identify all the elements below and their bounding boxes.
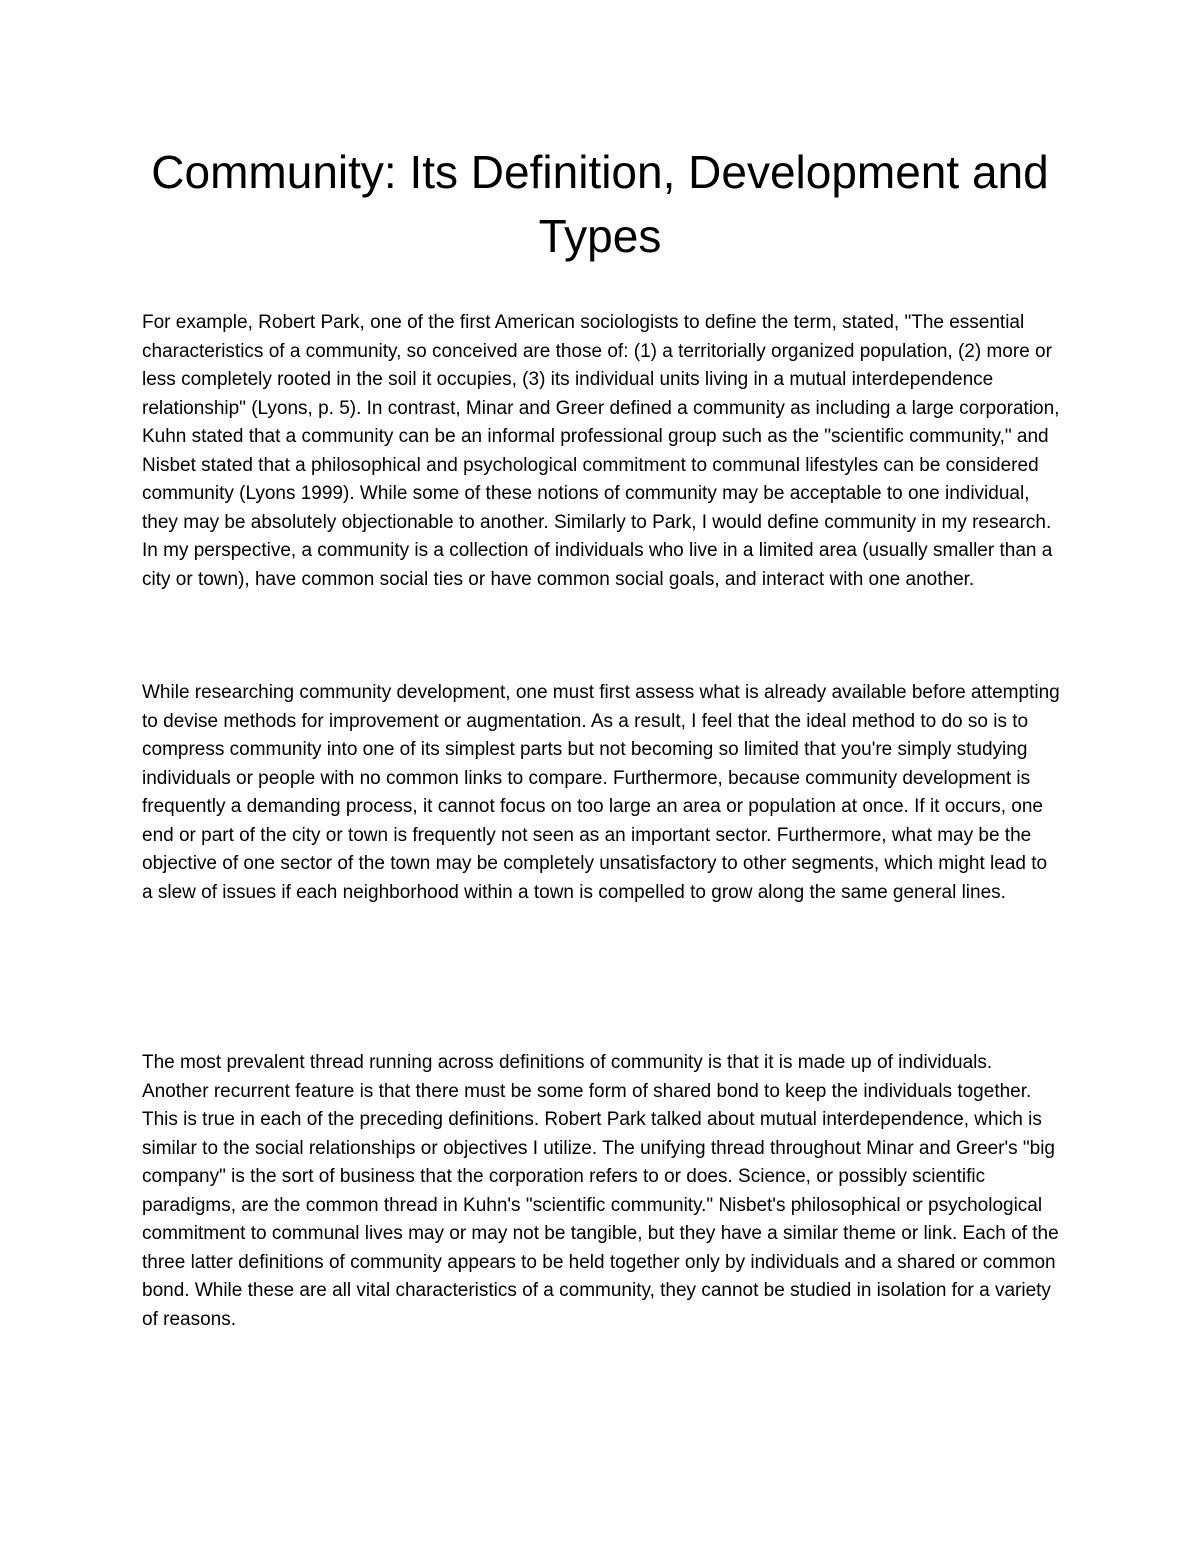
document-title: Community: Its Definition, Development and Types bbox=[151, 146, 1049, 262]
body-paragraph-1: For example, Robert Park, one of the first American sociologists to define the term, stated, "The essential characteristics of a community, so conceived are those of: (1) a territorially organized population, (2) more or less completely rooted in the soil it occupies, (3) its individual units living in a mutual interdependence relationship" (Lyons, p. 5). In contrast, Minar and Greer defined a community as including a large corporation, Kuhn stated that a community can be an informal professional group such as the "scientific community," and Nisbet stated that a philosophical and psychological commitment to communal lifestyles can be considered community (Lyons 1999). While some of these notions of community may be acceptable to one individual, they may be absolutely objectionable to another. Similarly to Park, I would define community in my research. In my perspective, a community is a collection of individuals who live in a limited area (usually smaller than a city or town), have common social ties or have common social goals, and interact with one another. bbox=[142, 312, 1060, 590]
body-paragraph-3: The most prevalent thread running across definitions of community is that it is made up of individuals. Another recurrent feature is that there must be some form of shared bond to keep the individuals together. This is true in each of the preceding definitions. Robert Park talked about mutual interdependence, which is similar to the social relationships or objectives I utilize. The unifying thread throughout Minar and Greer's "big company" is the sort of business that the corporation refers to or does. Science, or possibly scientific paradigms, are the common thread in Kuhn's "scientific community." Nisbet's philosophical or psychological commitment to communal lives may or may not be tangible, but they have a similar theme or link. Each of the three latter definitions of community appears to be held together only by individuals and a shared or common bond. While these are all vital characteristics of a community, they cannot be studied in isolation for a variety of reasons. bbox=[142, 1052, 1059, 1330]
body-paragraph-2: While researching community development, one must first assess what is already available before attempting to devise methods for improvement or augmentation. As a result, I feel that the ideal method to do so is to compress community into one of its simplest parts but not becoming so limited that you're simply studying individuals or people with no common links to compare. Furthermore, because community development is frequently a demanding process, it cannot focus on too large an area or population at once. If it occurs, one end or part of the city or town is frequently not seen as an important sector. Furthermore, what may be the objective of one sector of the town may be completely unsatisfactory to other segments, which might lead to a slew of issues if each neighborhood within a town is compelled to grow along the same general lines. bbox=[142, 682, 1060, 903]
